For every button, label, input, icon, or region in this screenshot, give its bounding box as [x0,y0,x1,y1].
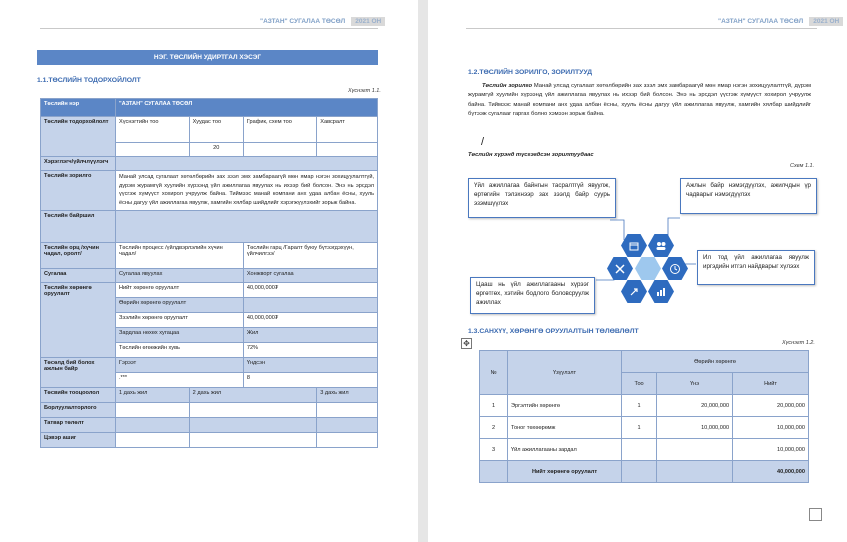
def-value [116,143,190,157]
table-resize-handle[interactable] [809,508,822,521]
jobs-left: Гэрээт [116,357,244,372]
col-qty: Тоо [622,373,657,395]
goal-bold: Төслийн зорилго [482,83,532,89]
page-left [0,0,418,542]
row-no: 1 [480,395,508,417]
tax-label: Татвар төлөлт [41,417,116,432]
page-header [718,17,843,26]
needs-label: Төслийн орц /хүчин чадал, оролт/ [41,242,116,268]
invest-item: Зээлийн хөрөнгө оруулалт [116,312,244,327]
budget-label: Төсвийн тооцоолол [41,387,116,402]
row-price: 20,000,000 [657,395,733,417]
invest-item: Нийт хөрөнгө оруулалт [116,282,244,297]
header-year: 2021 ОН [809,17,843,26]
table-row [480,439,809,461]
goal-label: Төслийн зорилго [41,171,116,211]
def-value [317,143,378,157]
col-group: Өөрийн хөрөнгө [622,351,809,373]
invest-label: Төслийн хөрөнгө оруулалт [41,282,116,357]
section-heading-goals: 1.2.ТӨСЛИЙН ЗОРИЛГО, ЗОРИЛТУУД [468,69,593,76]
row-no: 2 [480,417,508,439]
def-col: Хавсралт [317,117,378,143]
row-item: Тоног төхөөрөмж [508,417,622,439]
total-value: 40,000,000 [733,461,809,483]
page-header [260,17,385,26]
invest-value: 72% [243,342,377,357]
def-col: Хуудас тоо [189,117,243,143]
invest-value: 40,000,000₮ [243,282,377,297]
location-value [116,210,378,242]
budget-year: 2 дахь жил [189,387,317,402]
row-qty [622,439,657,461]
name-value: "АЗТАН" СУГАЛАА ТӨСӨЛ [116,99,378,117]
name-label: Төслийн нэр [41,99,116,117]
row-no: 3 [480,439,508,461]
invest-value: 40,000,000₮ [243,312,377,327]
text-cursor: / [481,136,485,148]
invest-item: Төслийн өгөөжийн хувь [116,342,244,357]
invest-item: Зардлаа нөхөх хугацаа [116,327,244,342]
header-divider [40,28,378,29]
row-price [657,439,733,461]
budget-year: 3 дахь жил [317,387,378,402]
invest-value [243,297,377,312]
col-total: Нийт [733,373,809,395]
needs-output: Төслийн гарц /Гаралт буюу бүтээгдэхүүн, үйлчилгээ/ [243,242,377,268]
section-heading: 1.1.ТӨСЛИЙН ТОДОРХОЙЛОЛТ [37,77,141,84]
row-qty: 1 [622,395,657,417]
header-year: 2021 ОН [351,17,385,26]
supply-left: Сугалаа явуулах [116,268,244,282]
table-row [480,417,809,439]
investment-table [479,350,809,483]
subhead: Төслийн хүрэнд түсгэгдсэн зорилтуудаас [468,152,594,158]
def-col: Хүснэгтийн тоо [116,117,190,143]
budget-year: 1 дахь жил [116,387,190,402]
supply-right: Хонжворт сугалаа [243,268,377,282]
goal-paragraph [468,82,811,119]
col-no: № [480,351,508,395]
total-label: Нийт хөрөнгө оруулалт [508,461,622,483]
def-label: Төслийн тодорхойлолт [41,117,116,157]
row-qty: 1 [622,417,657,439]
supply-label: Сугалаа [41,268,116,282]
row-total: 20,000,000 [733,395,809,417]
invest-item: Өөрийн хөрөнгө оруулалт [116,297,244,312]
def-col: График, схем тоо [243,117,316,143]
goal-box-bottom-right: Ил тод үйл ажиллагаа явуулж иргэдийн итгэл найдварыг хүлээх [697,250,815,285]
col-item: Үзүүлэлт [508,351,622,395]
jobs-left: .*** [116,372,244,387]
row-item: Үйл ажиллагааны зардал [508,439,622,461]
user-value [116,157,378,171]
chapter-banner: НЭГ. ТӨСЛИЙН УДИРТГАЛ ХЭСЭГ [37,50,378,65]
goal-body: Манай улсад сугалаат хөтөлбөрийн зах зээл эмх замбараагүй мөн ямар нэгэн зохицуулалтгүй, дүрэм журамгүй хуулийн хүрээнд үйл ажиллагаа явуулах нь ихээр бий болсон. Энэ нь эрсдэл үүсгэж хүмүүст хохирол учруулж байна. Тиймээс манай компани анх удаа албан ёсны, хууль ёсны дагуу үйл ажиллагаа явуулж, хамгийн хялбар шийдлийг бүтээж сугалааг гаргах болно хэмээн зорьж байна. [468,83,811,117]
needs-process: Төслийн процесс /үйлдвэрлэлийн хүчин чадал/ [116,242,244,268]
row-total: 10,000,000 [733,439,809,461]
goal-box-top-left: Үйл ажиллагаа байнгын тасралтгүй явуулж, өртөгийн тэлэхнээр зах зээлд байр суурь эзэмшүүлэх [468,178,616,218]
table-caption: Хүснэгт 1.1. [348,88,381,94]
jobs-label: Төсөлд бий болох ажлын байр [41,357,116,387]
jobs-right: Үндсэн [243,357,377,372]
header-divider [466,28,817,29]
goal-box-top-right: Ажлын байр нэмэгдүүлэх, ажилчдын үр чадварыг нэмэгдүүлэх [680,178,817,214]
row-total: 10,000,000 [733,417,809,439]
location-label: Төслийн байршил [41,210,116,242]
user-label: Хэрэглэгч/үйлчлүүлэгч [41,157,116,171]
row-price: 10,000,000 [657,417,733,439]
table-move-handle[interactable]: ✥ [461,338,472,349]
scheme-caption: Схем 1.1. [790,163,815,169]
def-value [243,143,316,157]
header-title: "АЗТАН" СУГАЛАА ТӨСӨЛ [718,18,804,25]
profit-label: Цэвэр ашиг [41,432,116,447]
goal-text: Манай улсад сугалаат хөтөлбөрийн зах зээл эмх замбараагүй мөн ямар нэгэн зохицуулалтгүй, дүрэм журамгүй хуулийн хүрээнд үйл ажиллагаа явуулах нь ихээр бий болсон. Энэ нь эрсдэл үүсгэж хүмүүст хохирол учруулж байна. Тиймээс манай компани анх удаа албан ёсны, хууль ёсны дагуу үйл ажиллагаа явуулж, хамгийн хялбар шийдлийг хэрэгжүүлэхийг зорьж байна. [116,171,378,211]
header-title: "АЗТАН" СУГАЛАА ТӨСӨЛ [260,18,346,25]
jobs-right: 8 [243,372,377,387]
section-heading-finance: 1.3.САНХҮҮ, ХӨРӨНГӨ ОРУУЛАЛТЫН ТӨЛӨВЛӨЛТ [468,328,639,335]
col-price: Үнэ [657,373,733,395]
table-row [480,395,809,417]
finance-caption: Хүснэгт 1.2. [782,340,815,346]
project-definition-table [40,98,378,448]
sales-label: Борлуулалторлого [41,402,116,417]
row-item: Эргэлтийн хөрөнгө [508,395,622,417]
total-row [480,461,809,483]
invest-value: Жил [243,327,377,342]
goal-box-bottom-left: Цааш нь үйл ажиллагааны хүрээг өргөтгөх, хэтийн бодлого боловсруулж ажиллах [470,277,595,314]
def-value: 20 [189,143,243,157]
